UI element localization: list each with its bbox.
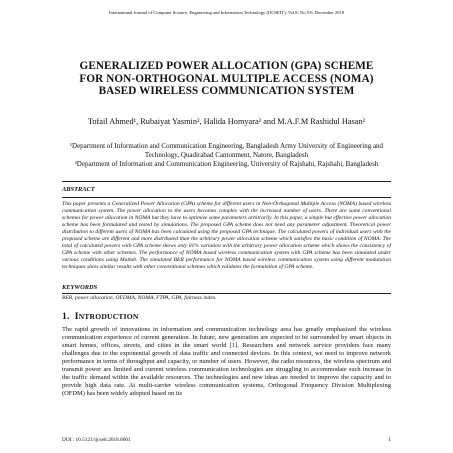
keywords-text: BER, power allocation, OFDMA, NOMA, FTPA, GPA, fairness index. bbox=[62, 295, 217, 301]
affiliation-1: ¹Department of Information and Communication Engineering, Bangladesh Army University of Engineering and Technology, Quadirabad Cantonment, Natore, Bangladesh bbox=[69, 142, 384, 159]
footer-doi: DOI : 10.5121/ijcseit.2018.8601 bbox=[62, 437, 131, 443]
authors: Tofail Ahmed¹, Rubaiyat Yasmin², Halida Homyara² and M.A.F.M Rashidul Hasan² bbox=[87, 117, 366, 126]
introduction-text: The rapid growth of innovations in information and communication technology area has greatly emphasized the wireless communication experience of current generation. In future, new generation are expected to be surrounded by smart objects in smart homes, offices, streets, and cities in the smart world [1]. Researchers and network service providers face many challenges due to the exponential growth of data traffic and connected devices. In this context, we need to improve network performance in terms of throughput and capacity, or number of users. However, the radio resources, the wireless spectrum and transmit power are limited and current wireless communication technologies are struggling to accommodate such increase in the traffic demand within the available resources. The technologies and new ideas are needed to improve the capacity and to provide high data rate. At multi-carrier wireless communication systems, Orthogonal Frequency Division Multiplexing (OFDM) has been widely adopted based on its bbox=[62, 326, 391, 397]
journal-header: International Journal of Computer Science, Engineering and Information Technology (IJCSEIT), Vol.8, No.5/6, December 2018 bbox=[108, 10, 345, 15]
abstract-heading: ABSTRACT bbox=[62, 186, 95, 193]
section-heading-rest: NTRODUCTION bbox=[78, 312, 139, 321]
section-number: 1. bbox=[62, 312, 70, 322]
abstract-top-rule bbox=[62, 181, 391, 182]
affiliation-2: ²Department of Information and Communication Engineering, University of Rajshahi, Rajshahi, Bangladesh bbox=[74, 159, 379, 168]
keywords-rule bbox=[62, 293, 391, 294]
keywords-heading: KEYWORDS bbox=[62, 284, 98, 291]
section-heading-introduction bbox=[62, 312, 139, 322]
affiliations bbox=[60, 142, 393, 168]
paper-title: GENERALIZED POWER ALLOCATION (GPA) SCHEME FOR NON-ORTHOGONAL MULTIPLE ACCESS (NOMA) BASED WIRELESS COMMUNICATION SYSTEM bbox=[79, 60, 374, 98]
page-number: 1 bbox=[388, 437, 391, 443]
abstract-text: This paper presents a Generalized Power Allocation (GPA) scheme for different users in Non-Orthogonal Multiple Access (NOMA) based wireless communication system. The power allocation to the users becomes complex with the increased number of users. There are some conventional schemes for power allocation in NOMA but they have to optimize some parameters arbitrarily. In this paper, a simple but effective power allocation scheme has been formulated and tested by simulations. The proposed GPA scheme does not need any parameter adjustment. Theoretical power distribution to different users of NOMA has been calculated using the proposed GPA technique. The calculated powers of individual users with the proposed scheme are different and more distributed than the arbitrary power allocation scheme which satisfies the basic condition of NOMA. The total of calculated powers with GPA scheme shows only 01% variation with the arbitrary power allocation scheme which shows the consistency of GPA scheme with other schemes. The performance of NOMA based wireless communication system with GPA scheme has been simulated under various conditions using Matlab. The simulated BER performance for NOMA based wireless communication system using different modulation techniques show similar results with other conventional schemes which validates the formulation of GPA scheme. bbox=[62, 201, 391, 271]
section-heading-initial: I bbox=[74, 312, 79, 322]
abstract-heading-rule bbox=[62, 197, 391, 198]
